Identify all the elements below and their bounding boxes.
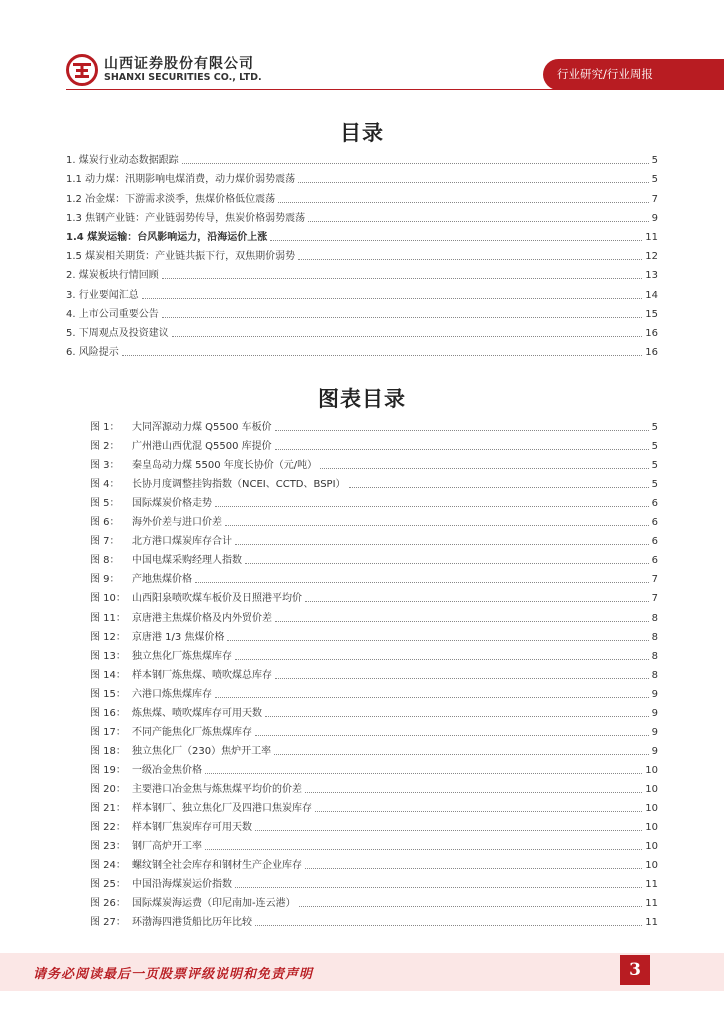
- figure-caption: 独立焦化厂炼焦煤库存: [132, 650, 232, 662]
- figure-item[interactable]: [90, 739, 658, 758]
- figure-item[interactable]: [90, 415, 658, 434]
- toc-item[interactable]: [66, 167, 658, 186]
- figure-page: 10: [645, 822, 658, 834]
- page-header: [0, 0, 724, 100]
- figure-caption: 北方港口煤炭库存合计: [132, 536, 232, 548]
- figure-number: 图 15：: [90, 688, 126, 700]
- toc-item-text: 5. 下周观点及投资建议: [66, 327, 169, 339]
- toc-leader: [275, 430, 649, 431]
- figure-item[interactable]: [90, 548, 658, 567]
- figure-number: 图 6：: [90, 517, 120, 529]
- figure-item[interactable]: [90, 663, 658, 682]
- toc-item-page: 7: [651, 193, 658, 205]
- toc-leader: [265, 716, 649, 717]
- figure-caption: 样本钢厂、独立焦化厂及四港口焦炭库存: [132, 802, 312, 814]
- figure-caption: 京唐港主焦煤价格及内外贸价差: [132, 612, 272, 624]
- page-footer: [0, 953, 724, 991]
- figure-list-title: 图表目录: [318, 387, 406, 411]
- figure-item[interactable]: [90, 434, 658, 453]
- figure-page: 6: [651, 498, 658, 510]
- figure-item[interactable]: [90, 910, 658, 929]
- toc-leader: [227, 640, 648, 641]
- toc-leader: [235, 887, 642, 888]
- figure-number: 图 12：: [90, 631, 126, 643]
- figure-page: 11: [645, 898, 658, 910]
- toc-item-text: 3. 行业要闻汇总: [66, 289, 139, 301]
- figure-page: 5: [651, 479, 658, 491]
- figure-page: 10: [645, 764, 658, 776]
- figure-page: 9: [651, 726, 658, 738]
- figure-number: 图 23：: [90, 841, 126, 853]
- figure-item[interactable]: [90, 682, 658, 701]
- figure-caption: 钢厂高炉开工率: [132, 841, 202, 853]
- figure-caption: 六港口炼焦煤库存: [132, 688, 212, 700]
- toc-leader: [298, 259, 642, 260]
- toc-leader: [320, 468, 648, 469]
- figure-caption: 螺纹钢全社会库存和钢材生产企业库存: [132, 860, 302, 872]
- toc-item[interactable]: [66, 148, 658, 167]
- toc-item[interactable]: [66, 206, 658, 225]
- toc-leader: [235, 659, 649, 660]
- toc-leader: [205, 773, 642, 774]
- toc-leader: [172, 336, 643, 337]
- figure-page: 8: [651, 612, 658, 624]
- figure-number: 图 16：: [90, 707, 126, 719]
- figure-item[interactable]: [90, 720, 658, 739]
- figure-caption: 大同浑源动力煤 Q5500 车板价: [132, 422, 272, 434]
- figure-number: 图 18：: [90, 745, 126, 757]
- figure-caption: 炼焦煤、喷吹煤库存可用天数: [132, 707, 262, 719]
- toc-leader: [305, 601, 649, 602]
- figure-item[interactable]: [90, 529, 658, 548]
- figure-number: 图 5：: [90, 498, 120, 510]
- toc-leader: [162, 278, 643, 279]
- toc-item-text: 1. 煤炭行业动态数据跟踪: [66, 155, 179, 167]
- toc-item[interactable]: [66, 263, 658, 282]
- toc-item[interactable]: [66, 225, 658, 244]
- figure-item[interactable]: [90, 472, 658, 491]
- toc-leader: [298, 182, 649, 183]
- toc-item-page: 13: [645, 270, 658, 282]
- figure-caption: 京唐港 1/3 焦煤价格: [132, 631, 225, 643]
- toc-item-text: 1.5 煤炭相关期货：产业链共振下行，双焦期价弱势: [66, 251, 296, 263]
- toc-leader: [255, 925, 642, 926]
- toc-leader: [245, 563, 649, 564]
- figure-item[interactable]: [90, 453, 658, 472]
- figure-page: 10: [645, 802, 658, 814]
- toc-item-page: 14: [645, 289, 658, 301]
- toc-leader: [275, 621, 649, 622]
- toc-item-text: 1.1 动力煤：汛期影响电煤消费，动力煤价弱势震荡: [66, 174, 296, 186]
- figure-page: 9: [651, 745, 658, 757]
- toc-item-page: 16: [645, 347, 658, 359]
- toc-item-page: 5: [651, 155, 658, 167]
- company-logo-icon: [66, 54, 98, 86]
- figure-item[interactable]: [90, 834, 658, 853]
- figure-caption: 一级冶金焦价格: [132, 764, 202, 776]
- figure-page: 6: [651, 517, 658, 529]
- figure-item[interactable]: [90, 777, 658, 796]
- figure-number: 图 24：: [90, 860, 126, 872]
- report-category-tag: 行业研究/行业周报: [543, 59, 724, 90]
- figure-item[interactable]: [90, 872, 658, 891]
- toc-leader: [275, 449, 649, 450]
- toc-leader: [255, 830, 642, 831]
- figure-number: 图 7：: [90, 536, 120, 548]
- toc-leader: [215, 697, 649, 698]
- toc-leader: [278, 202, 649, 203]
- toc-leader: [299, 906, 643, 907]
- toc-leader: [215, 506, 649, 507]
- toc-item[interactable]: [66, 244, 658, 263]
- figure-caption: 国际煤炭海运费（印尼南加-连云港）: [132, 898, 296, 910]
- figure-page: 7: [651, 574, 658, 586]
- toc-item[interactable]: [66, 282, 658, 301]
- figure-page: 8: [651, 631, 658, 643]
- figure-number: 图 11：: [90, 612, 126, 624]
- figure-number: 图 21：: [90, 802, 126, 814]
- figure-list: [90, 415, 658, 929]
- figure-page: 5: [651, 422, 658, 434]
- toc-item-page: 16: [645, 327, 658, 339]
- figure-caption: 国际煤炭价格走势: [132, 498, 212, 510]
- figure-item[interactable]: [90, 625, 658, 644]
- figure-page: 5: [651, 460, 658, 472]
- toc-leader: [225, 525, 649, 526]
- figure-number: 图 22：: [90, 822, 126, 834]
- figure-number: 图 9：: [90, 574, 120, 586]
- toc-leader: [162, 317, 643, 318]
- figure-caption: 长协月度调整挂钩指数（NCEI、CCTD、BSPI）: [132, 479, 346, 491]
- figure-caption: 主要港口冶金焦与炼焦煤平均价的价差: [132, 783, 302, 795]
- toc-leader: [275, 678, 649, 679]
- figure-item[interactable]: [90, 853, 658, 872]
- figure-page: 6: [651, 555, 658, 567]
- figure-caption: 中国沿海煤炭运价指数: [132, 879, 232, 891]
- figure-caption: 独立焦化厂（230）焦炉开工率: [132, 745, 272, 757]
- toc-leader: [308, 221, 649, 222]
- figure-page: 8: [651, 650, 658, 662]
- toc-leader: [349, 487, 649, 488]
- figure-caption: 环渤海四港货船比历年比较: [132, 917, 252, 929]
- toc-item-text: 4. 上市公司重要公告: [66, 308, 159, 320]
- figure-number: 图 10：: [90, 593, 126, 605]
- figure-item[interactable]: [90, 491, 658, 510]
- toc-leader: [122, 355, 643, 356]
- toc-item-text: 1.2 冶金煤：下游需求淡季，焦煤价格低位震荡: [66, 193, 276, 205]
- figure-number: 图 3：: [90, 460, 120, 472]
- figure-number: 图 20：: [90, 783, 126, 795]
- figure-page: 10: [645, 860, 658, 872]
- figure-number: 图 4：: [90, 479, 120, 491]
- figure-caption: 不同产能焦化厂炼焦煤库存: [132, 726, 252, 738]
- toc-item-page: 9: [651, 212, 658, 224]
- figure-item[interactable]: [90, 758, 658, 777]
- figure-page: 11: [645, 917, 658, 929]
- toc-leader: [195, 582, 649, 583]
- figure-caption: 广州港山西优混 Q5500 库提价: [132, 441, 272, 453]
- figure-number: 图 25：: [90, 879, 126, 891]
- figure-page: 11: [645, 879, 658, 891]
- figure-item[interactable]: [90, 644, 658, 663]
- toc-item-text: 1.4 煤炭运输：台风影响运力，沿海运价上涨: [66, 231, 268, 243]
- figure-item[interactable]: [90, 605, 658, 624]
- figure-page: 10: [645, 841, 658, 853]
- figure-caption: 中国电煤采购经理人指数: [132, 555, 242, 567]
- figure-page: 5: [651, 441, 658, 453]
- figure-number: 图 26：: [90, 898, 126, 910]
- figure-page: 9: [651, 688, 658, 700]
- figure-number: 图 1：: [90, 422, 120, 434]
- figure-caption: 样本钢厂炼焦煤、喷吹煤总库存: [132, 669, 272, 681]
- toc-item-page: 11: [645, 231, 658, 243]
- figure-item[interactable]: [90, 796, 658, 815]
- figure-number: 图 2：: [90, 441, 120, 453]
- company-name-en: SHANXI SECURITIES CO., LTD.: [104, 72, 262, 83]
- figure-caption: 秦皇岛动力煤 5500 年度长协价（元/吨）: [132, 460, 318, 472]
- toc-leader: [274, 754, 649, 755]
- figure-item[interactable]: [90, 815, 658, 834]
- toc-leader: [205, 849, 642, 850]
- figure-caption: 山西阳泉喷吹煤车板价及日照港平均价: [132, 593, 302, 605]
- figure-number: 图 13：: [90, 650, 126, 662]
- figure-item[interactable]: [90, 891, 658, 910]
- figure-number: 图 17：: [90, 726, 126, 738]
- toc-leader: [305, 868, 642, 869]
- toc-item[interactable]: [66, 302, 658, 321]
- disclaimer-notice: 请务必阅读最后一页股票评级说明和免责声明: [33, 967, 314, 982]
- toc-item-page: 12: [645, 251, 658, 263]
- toc-item-text: 1.3 焦钢产业链：产业链弱势传导，焦炭价格弱势震荡: [66, 212, 306, 224]
- figure-caption: 海外价差与进口价差: [132, 517, 222, 529]
- figure-page: 10: [645, 783, 658, 795]
- figure-item[interactable]: [90, 586, 658, 605]
- figure-page: 7: [651, 593, 658, 605]
- figure-page: 9: [651, 707, 658, 719]
- toc-item-page: 5: [651, 174, 658, 186]
- figure-page: 8: [651, 669, 658, 681]
- figure-caption: 样本钢厂焦炭库存可用天数: [132, 822, 252, 834]
- figure-number: 图 14：: [90, 669, 126, 681]
- company-name-cn: 山西证券股份有限公司: [104, 56, 254, 72]
- toc-leader: [255, 735, 649, 736]
- figure-item[interactable]: [90, 510, 658, 529]
- toc-leader: [315, 811, 642, 812]
- page-number: 3: [620, 955, 650, 985]
- figure-number: 图 8：: [90, 555, 120, 567]
- toc-item-page: 15: [645, 308, 658, 320]
- toc-title: 目录: [340, 121, 384, 145]
- toc-list: [66, 148, 658, 359]
- toc-leader: [182, 163, 649, 164]
- header-divider: [66, 89, 724, 90]
- toc-item[interactable]: [66, 321, 658, 340]
- toc-leader: [305, 792, 642, 793]
- toc-item-text: 2. 煤炭板块行情回顾: [66, 270, 159, 282]
- figure-page: 6: [651, 536, 658, 548]
- toc-leader: [235, 544, 649, 545]
- figure-item[interactable]: [90, 701, 658, 720]
- figure-number: 图 27：: [90, 917, 126, 929]
- toc-leader: [270, 240, 642, 241]
- figure-number: 图 19：: [90, 764, 126, 776]
- figure-item[interactable]: [90, 567, 658, 586]
- toc-item-text: 6. 风险提示: [66, 347, 119, 359]
- toc-leader: [142, 298, 643, 299]
- toc-item[interactable]: [66, 186, 658, 205]
- toc-item[interactable]: [66, 340, 658, 359]
- figure-caption: 产地焦煤价格: [132, 574, 192, 586]
